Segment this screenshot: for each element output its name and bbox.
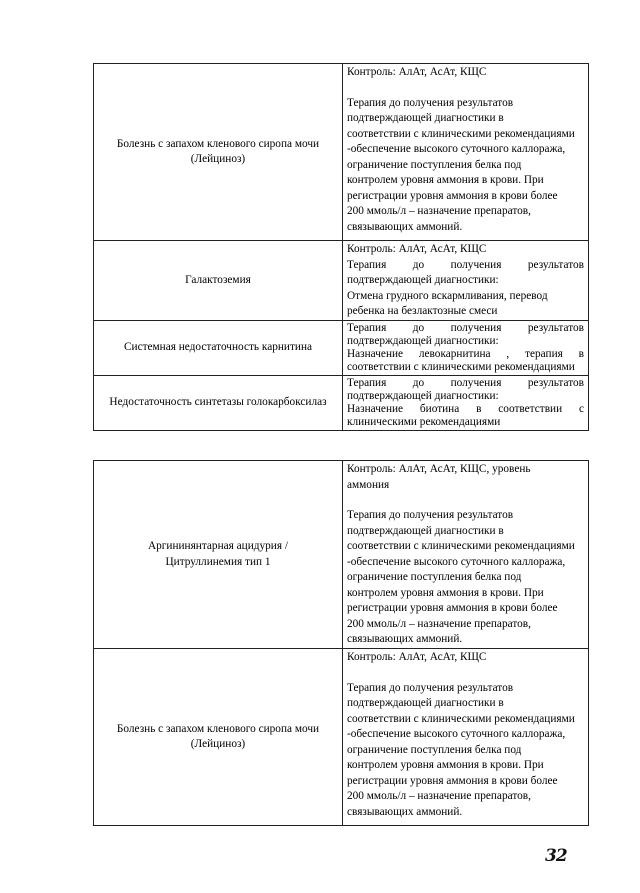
therapy-line: Назначение биотина в соответствии с <box>347 403 584 415</box>
table-row <box>94 241 589 321</box>
disease-name: Недостаточность синтетазы голокарбоксилаз <box>109 396 327 409</box>
therapy-line: 200 ммоль/л – назначение препаратов, <box>347 617 531 630</box>
control-text: аммония <box>347 478 390 491</box>
therapy-line: Отмена грудного вскармливания, перевод <box>347 289 548 302</box>
page-number: 32 <box>545 846 567 866</box>
therapy-line: Назначение левокарнитина , терапия в <box>347 348 584 360</box>
therapy-line: -обеспечение высокого суточного каллоража, <box>347 555 566 568</box>
disease-name: (Лейциноз) <box>190 153 246 165</box>
therapy-line: связывающих аммоний. <box>347 633 463 645</box>
therapy-line: -обеспечение высокого суточного каллоража, <box>347 728 566 740</box>
therapy-line: подтверждающей диагностики в <box>347 524 504 537</box>
management-cell <box>343 241 589 321</box>
therapy-line: связывающих аммоний. <box>347 220 463 233</box>
therapy-line: 200 ммоль/л – назначение препаратов, <box>347 790 531 802</box>
therapy-line: регистрации уровня аммония в крови более <box>347 774 558 787</box>
disease-name: Цитруллинемия тип 1 <box>165 555 271 568</box>
therapy-line: Терапия до получения результатов <box>347 258 584 271</box>
therapy-line: регистрации уровня аммония в крови более <box>347 189 558 202</box>
table-row <box>94 649 589 826</box>
management-cell <box>343 321 589 376</box>
disease-name: Системная недостаточность карнитина <box>123 341 312 354</box>
table-row <box>94 376 589 431</box>
therapy-line: подтверждающей диагностики: <box>347 390 499 402</box>
therapy-line: подтверждающей диагностики в <box>347 697 504 709</box>
disease-name: Болезнь с запахом кленового сиропа мочи <box>116 137 320 150</box>
disease-name: Аргининянтарная ацидурия / <box>147 540 289 552</box>
therapy-line: контролем уровня аммония в крови. При <box>347 174 544 186</box>
disease-name: (Лейциноз) <box>190 738 246 750</box>
management-cell <box>343 461 589 649</box>
therapy-line: 200 ммоль/л – назначение препаратов, <box>347 205 531 217</box>
treatment-table-1 <box>93 63 589 431</box>
therapy-line: -обеспечение высокого суточного каллоража, <box>347 143 566 155</box>
management-cell <box>343 64 589 241</box>
therapy-line: клиническими рекомендациями <box>347 416 501 428</box>
table-row <box>94 64 589 241</box>
management-cell <box>343 376 589 431</box>
therapy-line: связывающих аммоний. <box>347 805 463 818</box>
therapy-line: ограничение поступления белка под <box>347 743 522 756</box>
disease-cell <box>94 241 343 321</box>
therapy-line: контролем уровня аммония в крови. При <box>347 759 544 771</box>
control-text: Контроль: АлАт, АсАт, КЩС <box>347 66 487 78</box>
disease-cell <box>94 461 343 649</box>
therapy-line: соответствии с клиническими рекомендациями <box>347 361 575 373</box>
management-cell <box>343 649 589 826</box>
therapy-line: регистрации уровня аммония в крови более <box>347 602 558 614</box>
therapy-line: контролем уровня аммония в крови. При <box>347 586 544 599</box>
control-text: Контроль: АлАт, АсАт, КЩС <box>347 651 487 663</box>
treatment-table-2 <box>93 460 589 826</box>
therapy-line: подтверждающей диагностики: <box>347 274 499 286</box>
control-text: Контроль: АлАт, АсАт, КЩС, уровень <box>347 463 531 475</box>
disease-name: Болезнь с запахом кленового сиропа мочи <box>116 722 320 735</box>
table-row <box>94 321 589 376</box>
therapy-line: подтверждающей диагностики в <box>347 112 504 124</box>
therapy-line: ограничение поступления белка под <box>347 571 522 583</box>
disease-cell <box>94 649 343 826</box>
therapy-line: Терапия до получения результатов <box>347 322 584 334</box>
therapy-line: Терапия до получения результатов <box>347 96 514 109</box>
disease-name: Галактоземия <box>185 273 251 286</box>
control-text: Контроль: АлАт, АсАт, КЩС <box>347 243 487 255</box>
disease-cell <box>94 321 343 376</box>
disease-cell <box>94 64 343 241</box>
therapy-line: соответствии с клиническими рекомендациями <box>347 712 575 725</box>
therapy-line: ограничение поступления белка под <box>347 158 522 171</box>
therapy-line: Терапия до получения результатов <box>347 509 514 521</box>
disease-cell <box>94 376 343 431</box>
therapy-line: подтверждающей диагностики: <box>347 335 499 347</box>
therapy-line: соответствии с клиническими рекомендациями <box>347 127 575 140</box>
table-row <box>94 461 589 649</box>
therapy-line: ребенка на безлактозные смеси <box>347 305 498 317</box>
therapy-line: соответствии с клиническими рекомендациями <box>347 540 575 552</box>
therapy-line: Терапия до получения результатов <box>347 681 514 694</box>
therapy-line: Терапия до получения результатов <box>347 377 584 389</box>
